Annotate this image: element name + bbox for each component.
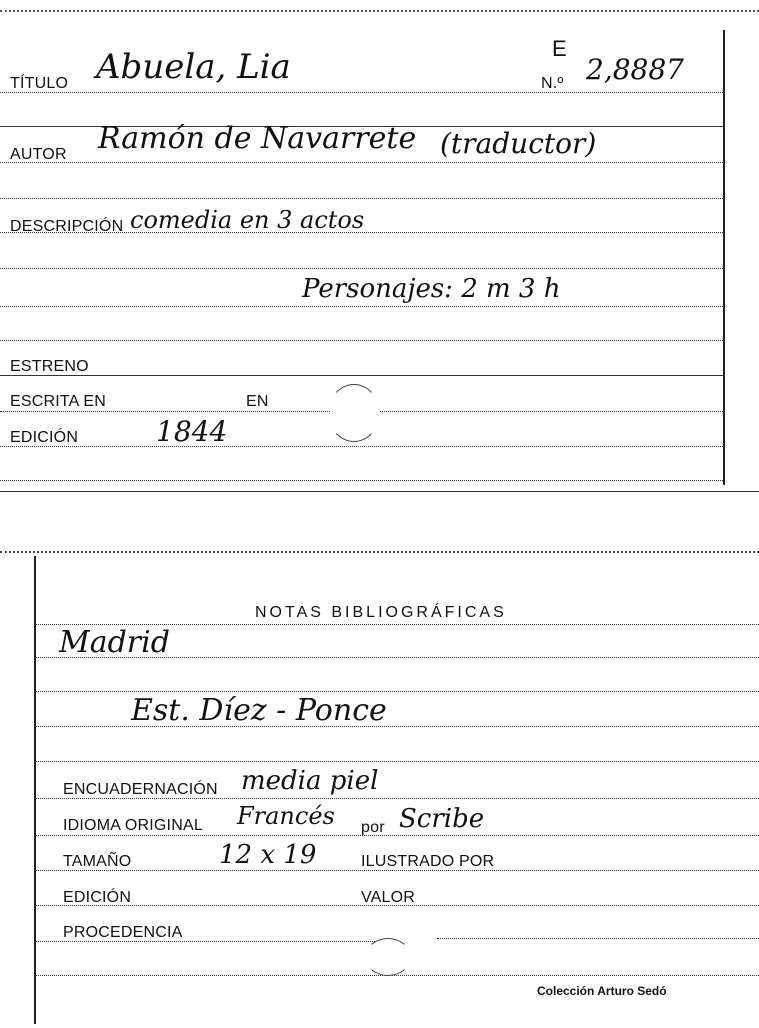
estreno-label: ESTRENO: [10, 358, 89, 375]
rule: [35, 870, 759, 871]
numero-value: 2,8887: [586, 53, 684, 86]
rule: [0, 411, 330, 412]
edicion-value: 1844: [156, 415, 228, 448]
rule: [35, 941, 375, 942]
rule: [380, 411, 723, 412]
ilustrado-label: ILUSTRADO POR: [361, 853, 495, 870]
edicion-label: EDICIÓN: [10, 429, 79, 446]
rule: [0, 92, 723, 93]
idioma-value: Francés: [237, 802, 335, 830]
idioma-label: IDIOMA ORIGINAL: [63, 817, 203, 834]
category-letter: E: [552, 36, 567, 61]
autor-value: Ramón de Navarrete: [98, 121, 417, 156]
descripcion-value: comedia en 3 actos: [130, 206, 365, 234]
rule: [437, 938, 759, 939]
punch-hole: [365, 938, 411, 976]
rule: [35, 835, 759, 836]
card-top-edge: [0, 551, 759, 553]
por-label: por: [361, 819, 385, 836]
rule: [0, 268, 723, 269]
procedencia-label: PROCEDENCIA: [63, 924, 183, 941]
descripcion-label: DESCRIPCIÓN: [10, 218, 124, 235]
rule: [0, 340, 723, 341]
notas-heading: NOTAS BIBLIOGRÁFICAS: [255, 604, 507, 621]
card-top-edge: [0, 10, 759, 12]
encuadernacion-label: ENCUADERNACIÓN: [63, 781, 218, 798]
personajes-value: Personajes: 2 m 3 h: [302, 274, 561, 304]
notes-line-2: Est. Díez - Ponce: [131, 693, 387, 728]
rule: [0, 375, 723, 376]
encuadernacion-value: media piel: [241, 766, 379, 796]
escrita-en-label: ESCRITA EN: [10, 393, 106, 410]
autor-label: AUTOR: [10, 146, 67, 163]
en-label: EN: [246, 393, 269, 410]
edicion-label: EDICIÓN: [63, 889, 132, 906]
rule: [0, 306, 723, 307]
rule: [0, 446, 723, 447]
titulo-value: Abuela, Lia: [96, 47, 291, 87]
rule: [35, 975, 759, 976]
titulo-label: TÍTULO: [10, 75, 69, 92]
card-right-border: [723, 30, 725, 485]
collection-footer: Colección Arturo Sedó: [537, 984, 667, 998]
catalog-card-front: [0, 0, 759, 492]
valor-label: VALOR: [361, 889, 416, 906]
punch-hole: [328, 384, 380, 442]
tamano-value: 12 x 19: [219, 840, 317, 870]
rule: [0, 162, 723, 163]
autor-role: (traductor): [440, 127, 597, 160]
catalog-card-back: [35, 560, 759, 1025]
rule: [35, 691, 759, 692]
rule: [0, 480, 723, 481]
rule: [35, 798, 759, 799]
rule: [0, 198, 723, 199]
notes-line-1: Madrid: [59, 625, 170, 660]
tamano-label: TAMAÑO: [63, 853, 132, 870]
por-value: Scribe: [399, 804, 485, 834]
card-separator: [0, 491, 759, 492]
rule: [35, 761, 759, 762]
numero-label: N.º: [541, 75, 564, 92]
